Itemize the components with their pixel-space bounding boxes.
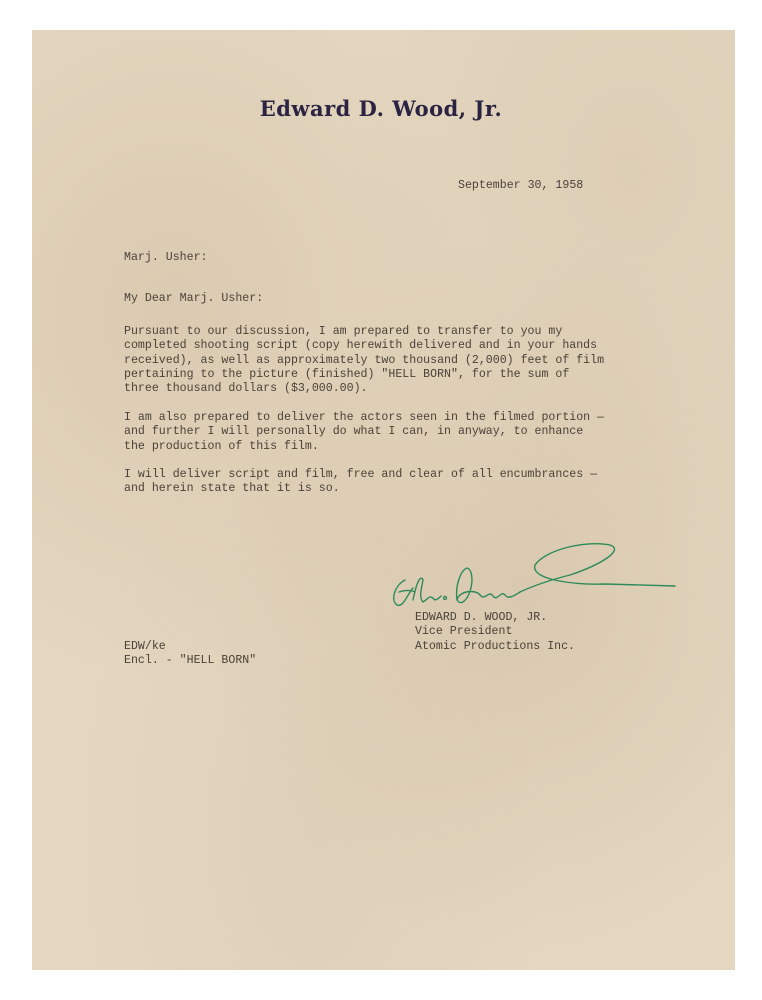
paragraph-1: Pursuant to our discussion, I am prepared to transfer to you my completed shooting script (copy herewith delivered and in your hands received), as well as approximately two thousand (2,000) feet of film pertaining to the picture (finished) "HELL BORN", for the sum of three thousand dollars ($3,000.00).: [124, 325, 605, 396]
salutation: My Dear Marj. Usher:: [124, 292, 264, 305]
letterhead: Edward D. Wood, Jr.: [259, 96, 503, 121]
paragraph-3: I will deliver script and film, free and clear of all encumbrances — and herein state that it is so.: [124, 468, 598, 496]
signature-image: [385, 540, 685, 620]
paragraph-2: I am also prepared to deliver the actors seen in the filmed portion — and further I will personally do what I can, in anyway, to enhance the production of this film.: [124, 411, 605, 453]
reference-initials: EDW/ke Encl. - "HELL BORN": [124, 640, 257, 668]
signature-block: EDWARD D. WOOD, JR. Vice President Atomic Productions Inc.: [415, 611, 576, 653]
letter-paper: [32, 30, 735, 970]
addressee: Marj. Usher:: [124, 251, 208, 264]
date: September 30, 1958: [458, 179, 584, 192]
